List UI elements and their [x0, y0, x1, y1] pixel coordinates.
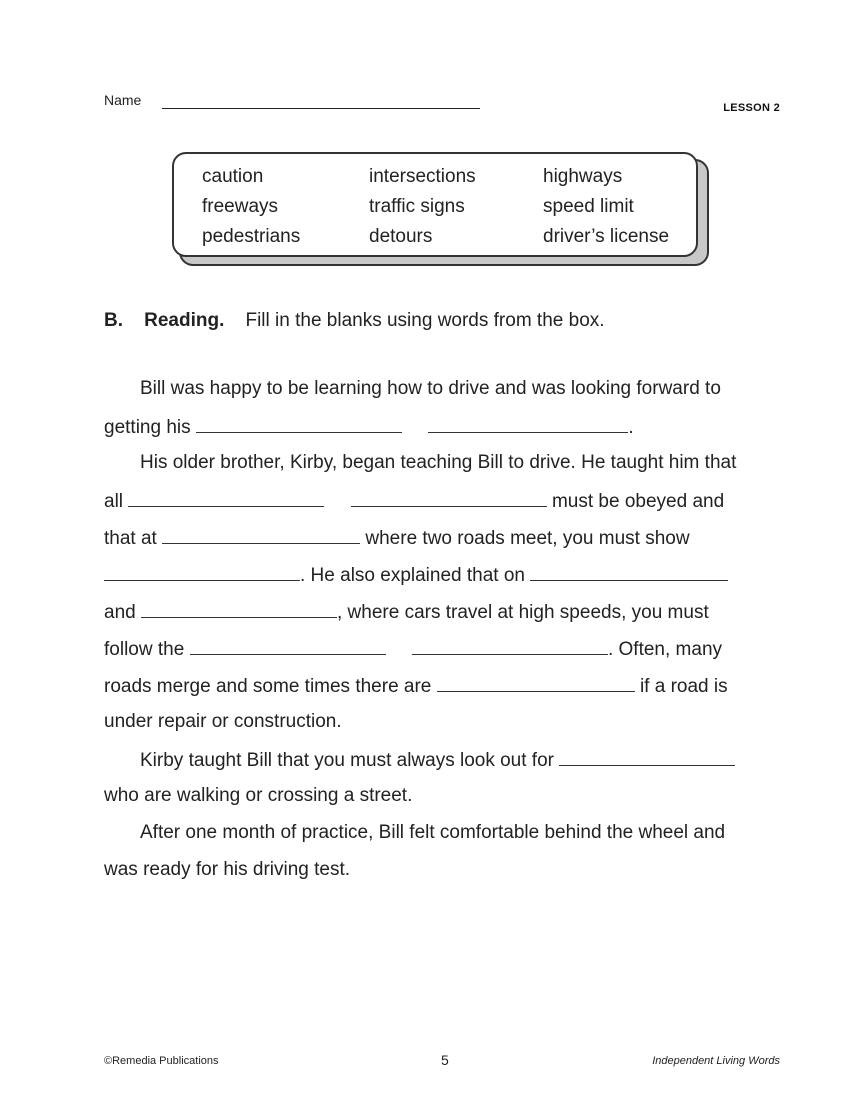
footer-publisher: ©Remedia Publications: [104, 1055, 219, 1067]
section-letter: B.: [104, 310, 123, 331]
word-item: detours: [369, 226, 433, 247]
footer-book-title: Independent Living Words: [652, 1055, 780, 1067]
lesson-label: LESSON 2: [723, 102, 780, 114]
passage-line: [104, 414, 634, 440]
section-title: Reading.: [144, 310, 225, 331]
passage-text: , where cars travel at high speeds, you must: [336, 602, 709, 623]
passage-text: where two roads meet, you must show: [365, 528, 690, 549]
passage-text: that at: [104, 528, 157, 549]
passage-text: . He also explained that on: [300, 565, 525, 586]
passage-line: [104, 636, 722, 662]
word-item: speed limit: [543, 196, 634, 217]
passage-text: if a road is: [639, 676, 728, 697]
answer-blank[interactable]: [162, 525, 360, 544]
passage-line: [104, 488, 724, 514]
passage-line: [140, 747, 735, 773]
word-box: [172, 152, 698, 257]
answer-blank[interactable]: [104, 562, 300, 581]
word-item: traffic signs: [369, 196, 465, 217]
word-item: driver’s license: [543, 226, 670, 247]
answer-blank[interactable]: [428, 414, 628, 433]
passage-text: must be obeyed and: [551, 491, 725, 512]
passage-line: [104, 673, 728, 699]
page-number: 5: [441, 1052, 449, 1068]
passage-text: getting his: [104, 417, 191, 438]
answer-blank[interactable]: [559, 747, 735, 766]
passage-line: [104, 599, 709, 625]
passage-text: roads merge and some times there are: [104, 676, 432, 697]
section-heading: [104, 310, 605, 332]
passage-line: After one month of practice, Bill felt comfortable behind the wheel and: [140, 822, 726, 843]
passage-text: and: [104, 602, 136, 623]
answer-blank[interactable]: [351, 488, 547, 507]
word-item: highways: [543, 166, 623, 187]
passage-text: . Often, many: [607, 639, 723, 660]
passage-text: follow the: [104, 639, 185, 660]
word-item: pedestrians: [202, 226, 301, 247]
passage-line: [104, 525, 690, 551]
passage-line: who are walking or crossing a street.: [104, 785, 413, 806]
word-item: intersections: [369, 166, 476, 187]
answer-blank[interactable]: [128, 488, 324, 507]
word-item: caution: [202, 166, 264, 187]
passage-text: Kirby taught Bill that you must always look out for: [140, 750, 554, 771]
answer-blank[interactable]: [141, 599, 337, 618]
section-instruction: Fill in the blanks using words from the box.: [245, 310, 605, 331]
passage-line: under repair or construction.: [104, 711, 342, 732]
passage-line: [104, 562, 728, 588]
answer-blank[interactable]: [437, 673, 635, 692]
passage-line: Bill was happy to be learning how to drive and was looking forward to: [140, 378, 721, 399]
passage-text: all: [104, 491, 124, 512]
passage-line: His older brother, Kirby, began teaching Bill to drive. He taught him that: [140, 452, 737, 473]
name-field[interactable]: [162, 108, 480, 109]
answer-blank[interactable]: [412, 636, 608, 655]
passage-line: was ready for his driving test.: [104, 859, 351, 880]
name-label: Name: [104, 92, 142, 108]
answer-blank[interactable]: [190, 636, 386, 655]
word-item: freeways: [202, 196, 279, 217]
answer-blank[interactable]: [196, 414, 402, 433]
passage-text: .: [628, 417, 634, 438]
answer-blank[interactable]: [530, 562, 728, 581]
